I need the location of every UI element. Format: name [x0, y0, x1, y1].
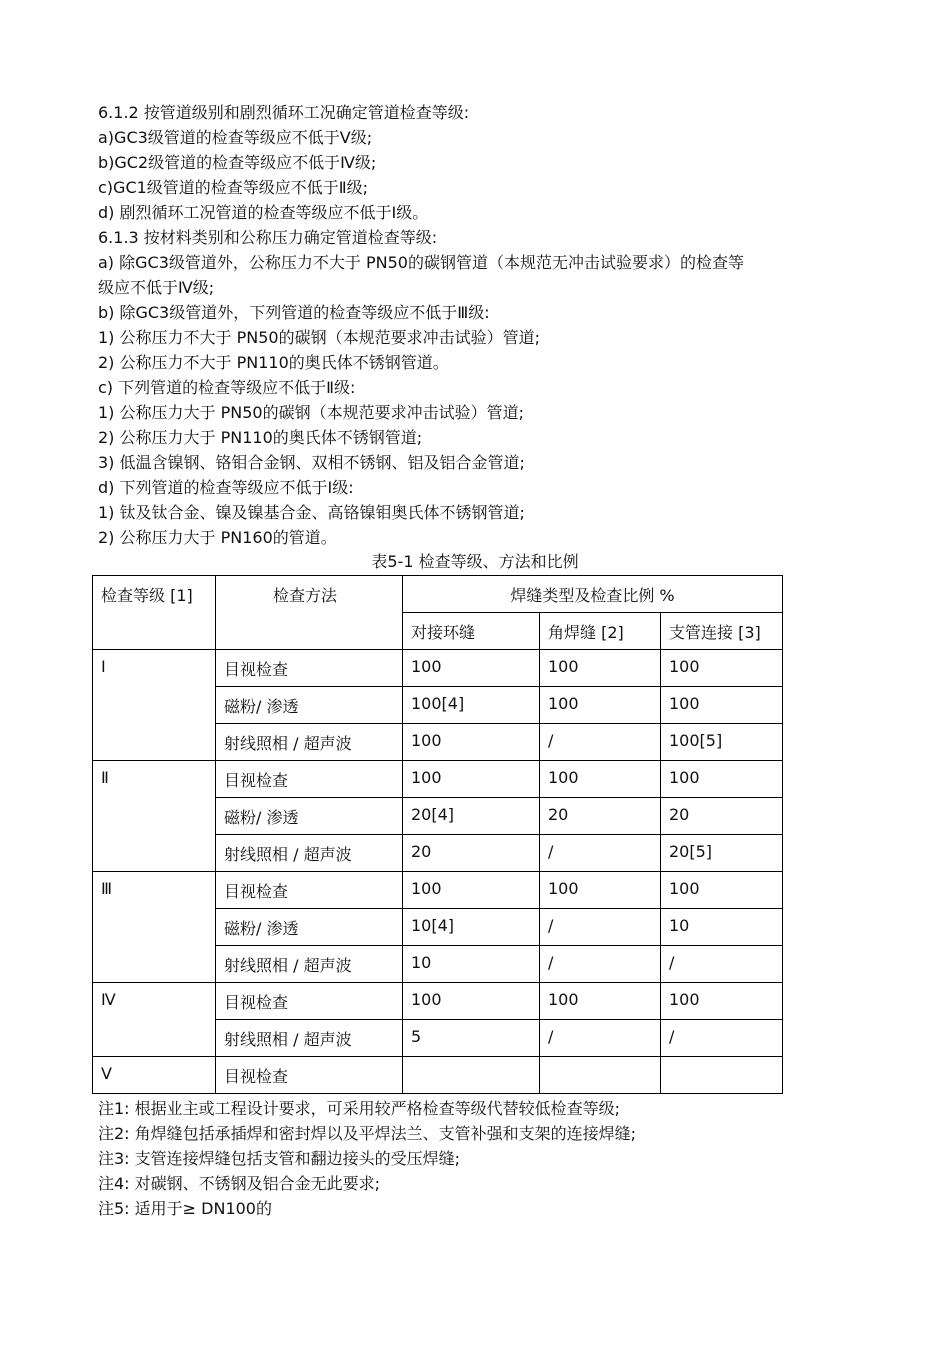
butt-cell: 100[4] — [403, 687, 540, 724]
paragraph-line: 级应不低于Ⅳ级; — [98, 278, 215, 297]
butt-cell: 5 — [403, 1020, 540, 1057]
branch-cell: 100 — [661, 872, 783, 909]
note-line: 注4: 对碳钢、不锈钢及铝合金无此要求; — [98, 1174, 381, 1193]
fillet-cell: 100 — [540, 983, 661, 1020]
branch-cell: 100 — [661, 983, 783, 1020]
fillet-cell: / — [540, 724, 661, 761]
paragraph-line: 6.1.2 按管道级别和剧烈循环工况确定管道检查等级: — [98, 103, 470, 122]
fillet-cell — [540, 1057, 661, 1094]
table-header-row — [93, 576, 783, 613]
method-cell: 目视检查 — [216, 761, 403, 798]
table-row — [93, 761, 783, 798]
method-cell: 磁粉/ 渗透 — [216, 687, 403, 724]
table-caption: 表5-1 检查等级、方法和比例 — [371, 552, 579, 571]
header-weld-group: 焊缝类型及检查比例 % — [403, 576, 783, 613]
paragraph-line: 1) 钛及钛合金、镍及镍基合金、高铬镍钼奥氏体不锈钢管道; — [98, 503, 525, 522]
butt-cell: 10[4] — [403, 909, 540, 946]
level-cell: Ⅰ — [93, 650, 216, 761]
table-row — [93, 650, 783, 687]
method-cell: 目视检查 — [216, 650, 403, 687]
branch-cell: 100 — [661, 687, 783, 724]
header-level: 检查等级 [1] — [93, 576, 216, 650]
butt-cell: 100 — [403, 761, 540, 798]
method-cell: 射线照相 / 超声波 — [216, 724, 403, 761]
paragraph-line: c)GC1级管道的检查等级应不低于Ⅱ级; — [98, 178, 369, 197]
header-branch: 支管连接 [3] — [661, 613, 783, 650]
method-cell: 目视检查 — [216, 872, 403, 909]
level-cell: Ⅳ — [93, 983, 216, 1057]
paragraph-line: d) 下列管道的检查等级应不低于Ⅰ级: — [98, 478, 354, 497]
method-cell: 磁粉/ 渗透 — [216, 798, 403, 835]
fillet-cell: / — [540, 835, 661, 872]
paragraph-line: 1) 公称压力大于 PN50的碳钢（本规范要求冲击试验）管道; — [98, 403, 524, 422]
fillet-cell: 100 — [540, 872, 661, 909]
branch-cell: 100 — [661, 761, 783, 798]
paragraph-line: 3) 低温含镍钢、铬钼合金钢、双相不锈钢、铝及铝合金管道; — [98, 453, 525, 472]
butt-cell: 20 — [403, 835, 540, 872]
fillet-cell: 100 — [540, 650, 661, 687]
branch-cell: / — [661, 1020, 783, 1057]
header-butt: 对接环缝 — [403, 613, 540, 650]
paragraph-line: a) 除GC3级管道外，公称压力不大于 PN50的碳钢管道（本规范无冲击试验要求）的检查等 — [98, 253, 744, 272]
header-fillet: 角焊缝 [2] — [540, 613, 661, 650]
fillet-cell: 20 — [540, 798, 661, 835]
paragraph-line: 2) 公称压力大于 PN110的奥氏体不锈钢管道; — [98, 428, 423, 447]
butt-cell: 100 — [403, 724, 540, 761]
fillet-cell: / — [540, 909, 661, 946]
method-cell: 磁粉/ 渗透 — [216, 909, 403, 946]
butt-cell: 100 — [403, 650, 540, 687]
butt-cell: 100 — [403, 872, 540, 909]
paragraph-line: b)GC2级管道的检查等级应不低于Ⅳ级; — [98, 153, 377, 172]
fillet-cell: 100 — [540, 761, 661, 798]
table-row — [93, 983, 783, 1020]
branch-cell: 20 — [661, 798, 783, 835]
method-cell: 射线照相 / 超声波 — [216, 946, 403, 983]
method-cell: 射线照相 / 超声波 — [216, 1020, 403, 1057]
method-cell: 射线照相 / 超声波 — [216, 835, 403, 872]
table-row — [93, 1057, 783, 1094]
fillet-cell: 100 — [540, 687, 661, 724]
butt-cell — [403, 1057, 540, 1094]
butt-cell: 20[4] — [403, 798, 540, 835]
level-cell: Ⅴ — [93, 1057, 216, 1094]
branch-cell: 10 — [661, 909, 783, 946]
method-cell: 目视检查 — [216, 983, 403, 1020]
note-line: 注2: 角焊缝包括承插焊和密封焊以及平焊法兰、支管补强和支架的连接焊缝; — [98, 1124, 637, 1143]
branch-cell: 20[5] — [661, 835, 783, 872]
branch-cell: 100[5] — [661, 724, 783, 761]
branch-cell — [661, 1057, 783, 1094]
level-cell: Ⅱ — [93, 761, 216, 872]
paragraph-line: d) 剧烈循环工况管道的检查等级应不低于Ⅰ级。 — [98, 203, 429, 222]
butt-cell: 100 — [403, 983, 540, 1020]
table-row — [93, 872, 783, 909]
fillet-cell: / — [540, 946, 661, 983]
paragraph-line: 2) 公称压力大于 PN160的管道。 — [98, 528, 337, 547]
note-line: 注5: 适用于≥ DN100的 — [98, 1199, 272, 1218]
paragraph-line: b) 除GC3级管道外，下列管道的检查等级应不低于Ⅲ级: — [98, 303, 490, 322]
inspection-table — [92, 575, 783, 1094]
paragraph-line: c) 下列管道的检查等级应不低于Ⅱ级: — [98, 378, 356, 397]
butt-cell: 10 — [403, 946, 540, 983]
paragraph-line: a)GC3级管道的检查等级应不低于Ⅴ级; — [98, 128, 373, 147]
level-cell: Ⅲ — [93, 872, 216, 983]
paragraph-line: 1) 公称压力不大于 PN50的碳钢（本规范要求冲击试验）管道; — [98, 328, 540, 347]
note-line: 注3: 支管连接焊缝包括支管和翻边接头的受压焊缝; — [98, 1149, 461, 1168]
note-line: 注1: 根据业主或工程设计要求，可采用较严格检查等级代替较低检查等级; — [98, 1099, 621, 1118]
paragraph-line: 2) 公称压力不大于 PN110的奥氏体不锈钢管道。 — [98, 353, 449, 372]
paragraph-line: 6.1.3 按材料类别和公称压力确定管道检查等级: — [98, 228, 438, 247]
branch-cell: 100 — [661, 650, 783, 687]
header-method: 检查方法 — [216, 576, 403, 650]
method-cell: 目视检查 — [216, 1057, 403, 1094]
fillet-cell: / — [540, 1020, 661, 1057]
branch-cell: / — [661, 946, 783, 983]
